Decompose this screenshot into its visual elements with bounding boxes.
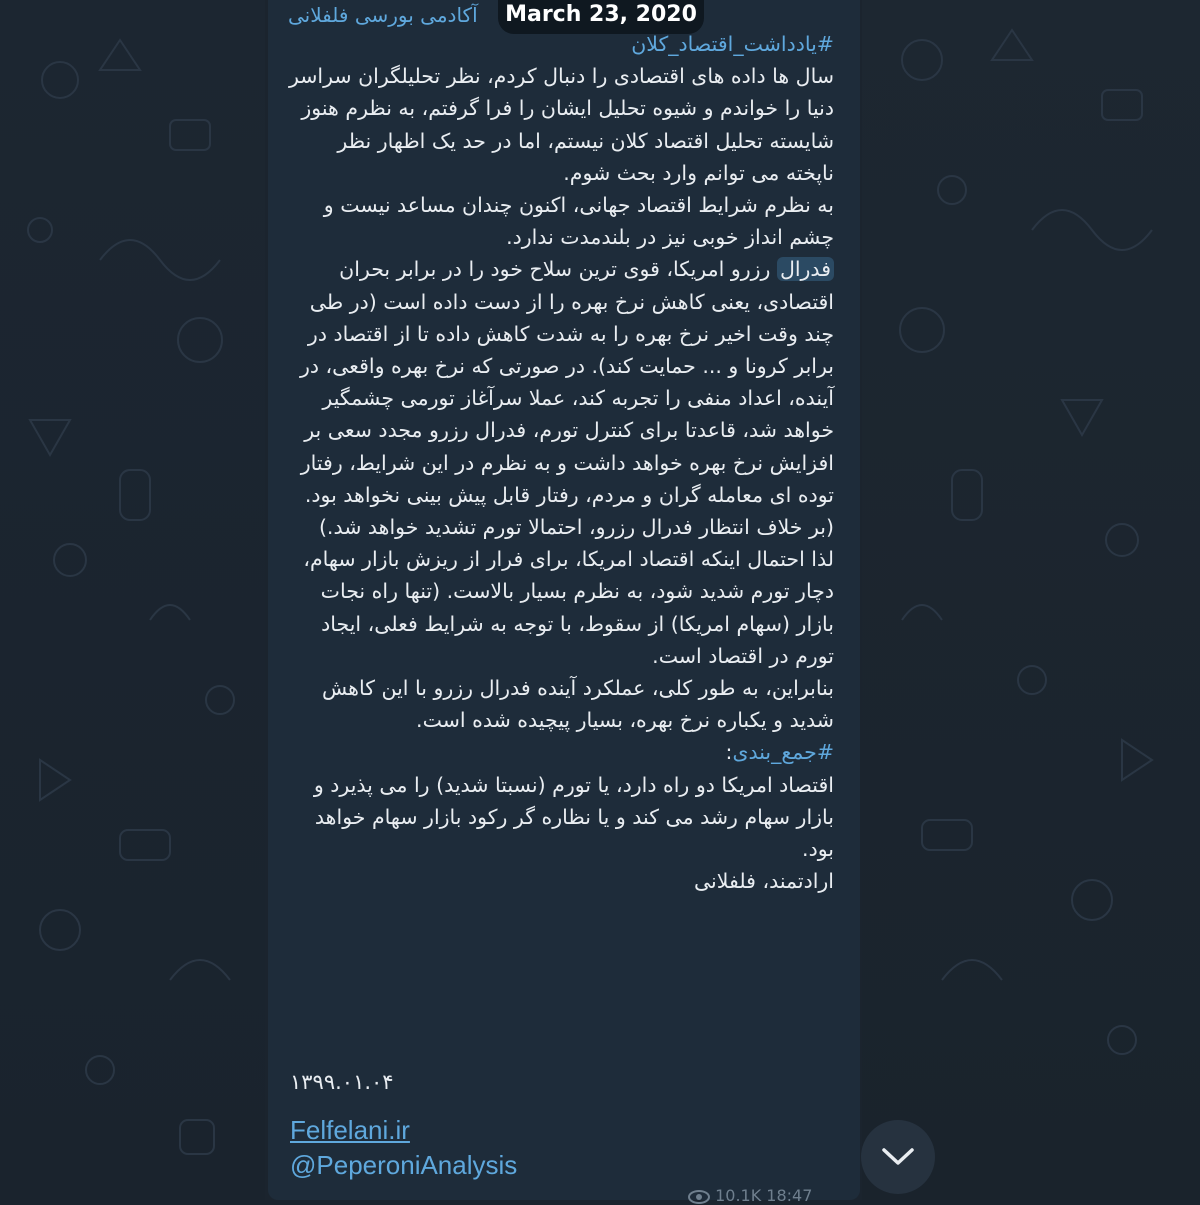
chevron-down-icon — [881, 1147, 915, 1167]
message-date: ۱۳۹۹.۰۱.۰۴ — [290, 1070, 394, 1094]
message-text — [284, 28, 834, 897]
paragraph-global-economy: به نظرم شرایط اقتصاد جهانی، اکنون چندان مساعد نیست و چشم انداز خوبی نیز در بلندمدت ندارد. — [323, 193, 834, 250]
views-and-time: 10.1K 18:47 — [715, 1186, 813, 1205]
scroll-down-button[interactable] — [861, 1120, 935, 1194]
chat-wallpaper-left — [0, 0, 265, 1200]
hashtag[interactable]: #یادداشت_اقتصاد_کلان — [631, 32, 834, 56]
channel-name[interactable]: آکادمی بورسی فلفلانی — [288, 3, 478, 27]
paragraph-summary: اقتصاد امریکا دو راه دارد، یا تورم (نسبتا شدید) را می پذیرد و بازار سهام رشد می کند و یا نظاره گر رکود بازار سهام خواهد بود. — [313, 772, 834, 862]
signature: ارادتمند، فلفلانی — [693, 869, 834, 894]
message-meta — [688, 1186, 812, 1205]
site-link[interactable]: Felfelani.ir — [290, 1115, 410, 1145]
summary-heading — [284, 736, 834, 768]
doodle-pattern-left — [0, 0, 265, 1200]
doodle-pattern-right — [862, 0, 1200, 1200]
eye-icon — [688, 1189, 710, 1205]
paragraph-fed-text: رزرو امریکا، قوی ترین سلاح خود را در برابر بحران اقتصادی، یعنی کاهش نرخ بهره را از دست داده است (در طی چند وقت اخیر نرخ بهره را به شدت کاهش داده تا از اقتصاد در برابر کرونا و ... حمایت کند). در صورتی که نرخ بهره واقعی، در آینده، اعداد منفی را تجربه کند، عملا سرآغاز تورمی چشمگیر خواهد شد، قاعدتا برای کنترل تورم، فدرال رزرو مجدد سعی بر افزایش نرخ بهره خواهد داشت و به نظرم در این شرایط، رفتار توده ای معامله گران و مردم، رفتار قابل پیش بینی نخواهد بود. (بر خلاف انتظار فدرال رزرو، احتمالا تورم تشدید خواهد شد.) — [299, 257, 834, 540]
paragraph-fed — [284, 253, 834, 543]
paragraph-conclusion: بنابراین، به طور کلی، عملکرد آینده فدرال رزرو با این کاهش شدید و یکباره نرخ بهره، بسیار پیچیده شده است. — [322, 676, 834, 733]
chat-wallpaper-right — [862, 0, 1200, 1200]
hashtag-macro-note[interactable] — [284, 28, 834, 60]
date-pill: March 23, 2020 — [498, 0, 704, 34]
paragraph-intro: سال ها داده های اقتصادی را دنبال کردم، نظر تحلیلگران سراسر دنیا را خواندم و شیوه تحلیل ایشان را فرا گرفتم، به نظرم هنوز شایسته تحلیل اقتصاد کلان نیستم، اما در حد یک اظهار نظر ناپخته می توانم وارد بحث شوم. — [288, 64, 834, 185]
paragraph-inflation: لذا احتمال اینکه اقتصاد امریکا، برای فرار از ریزش بازار سهام، دچار تورم شدید شود، به نظرم بسیار بالاست. (تنها راه نجات بازار (سهام امریکا) از سقوط، با توجه به شرایط فعلی، ایجاد تورم در اقتصاد است. — [303, 547, 834, 668]
channel-handle-link[interactable]: @PeperoniAnalysis — [290, 1150, 518, 1180]
highlighted-word: فدرال — [777, 257, 834, 281]
summary-colon: : — [725, 740, 733, 765]
hashtag-summary[interactable]: #جمع_بندی — [732, 740, 834, 765]
